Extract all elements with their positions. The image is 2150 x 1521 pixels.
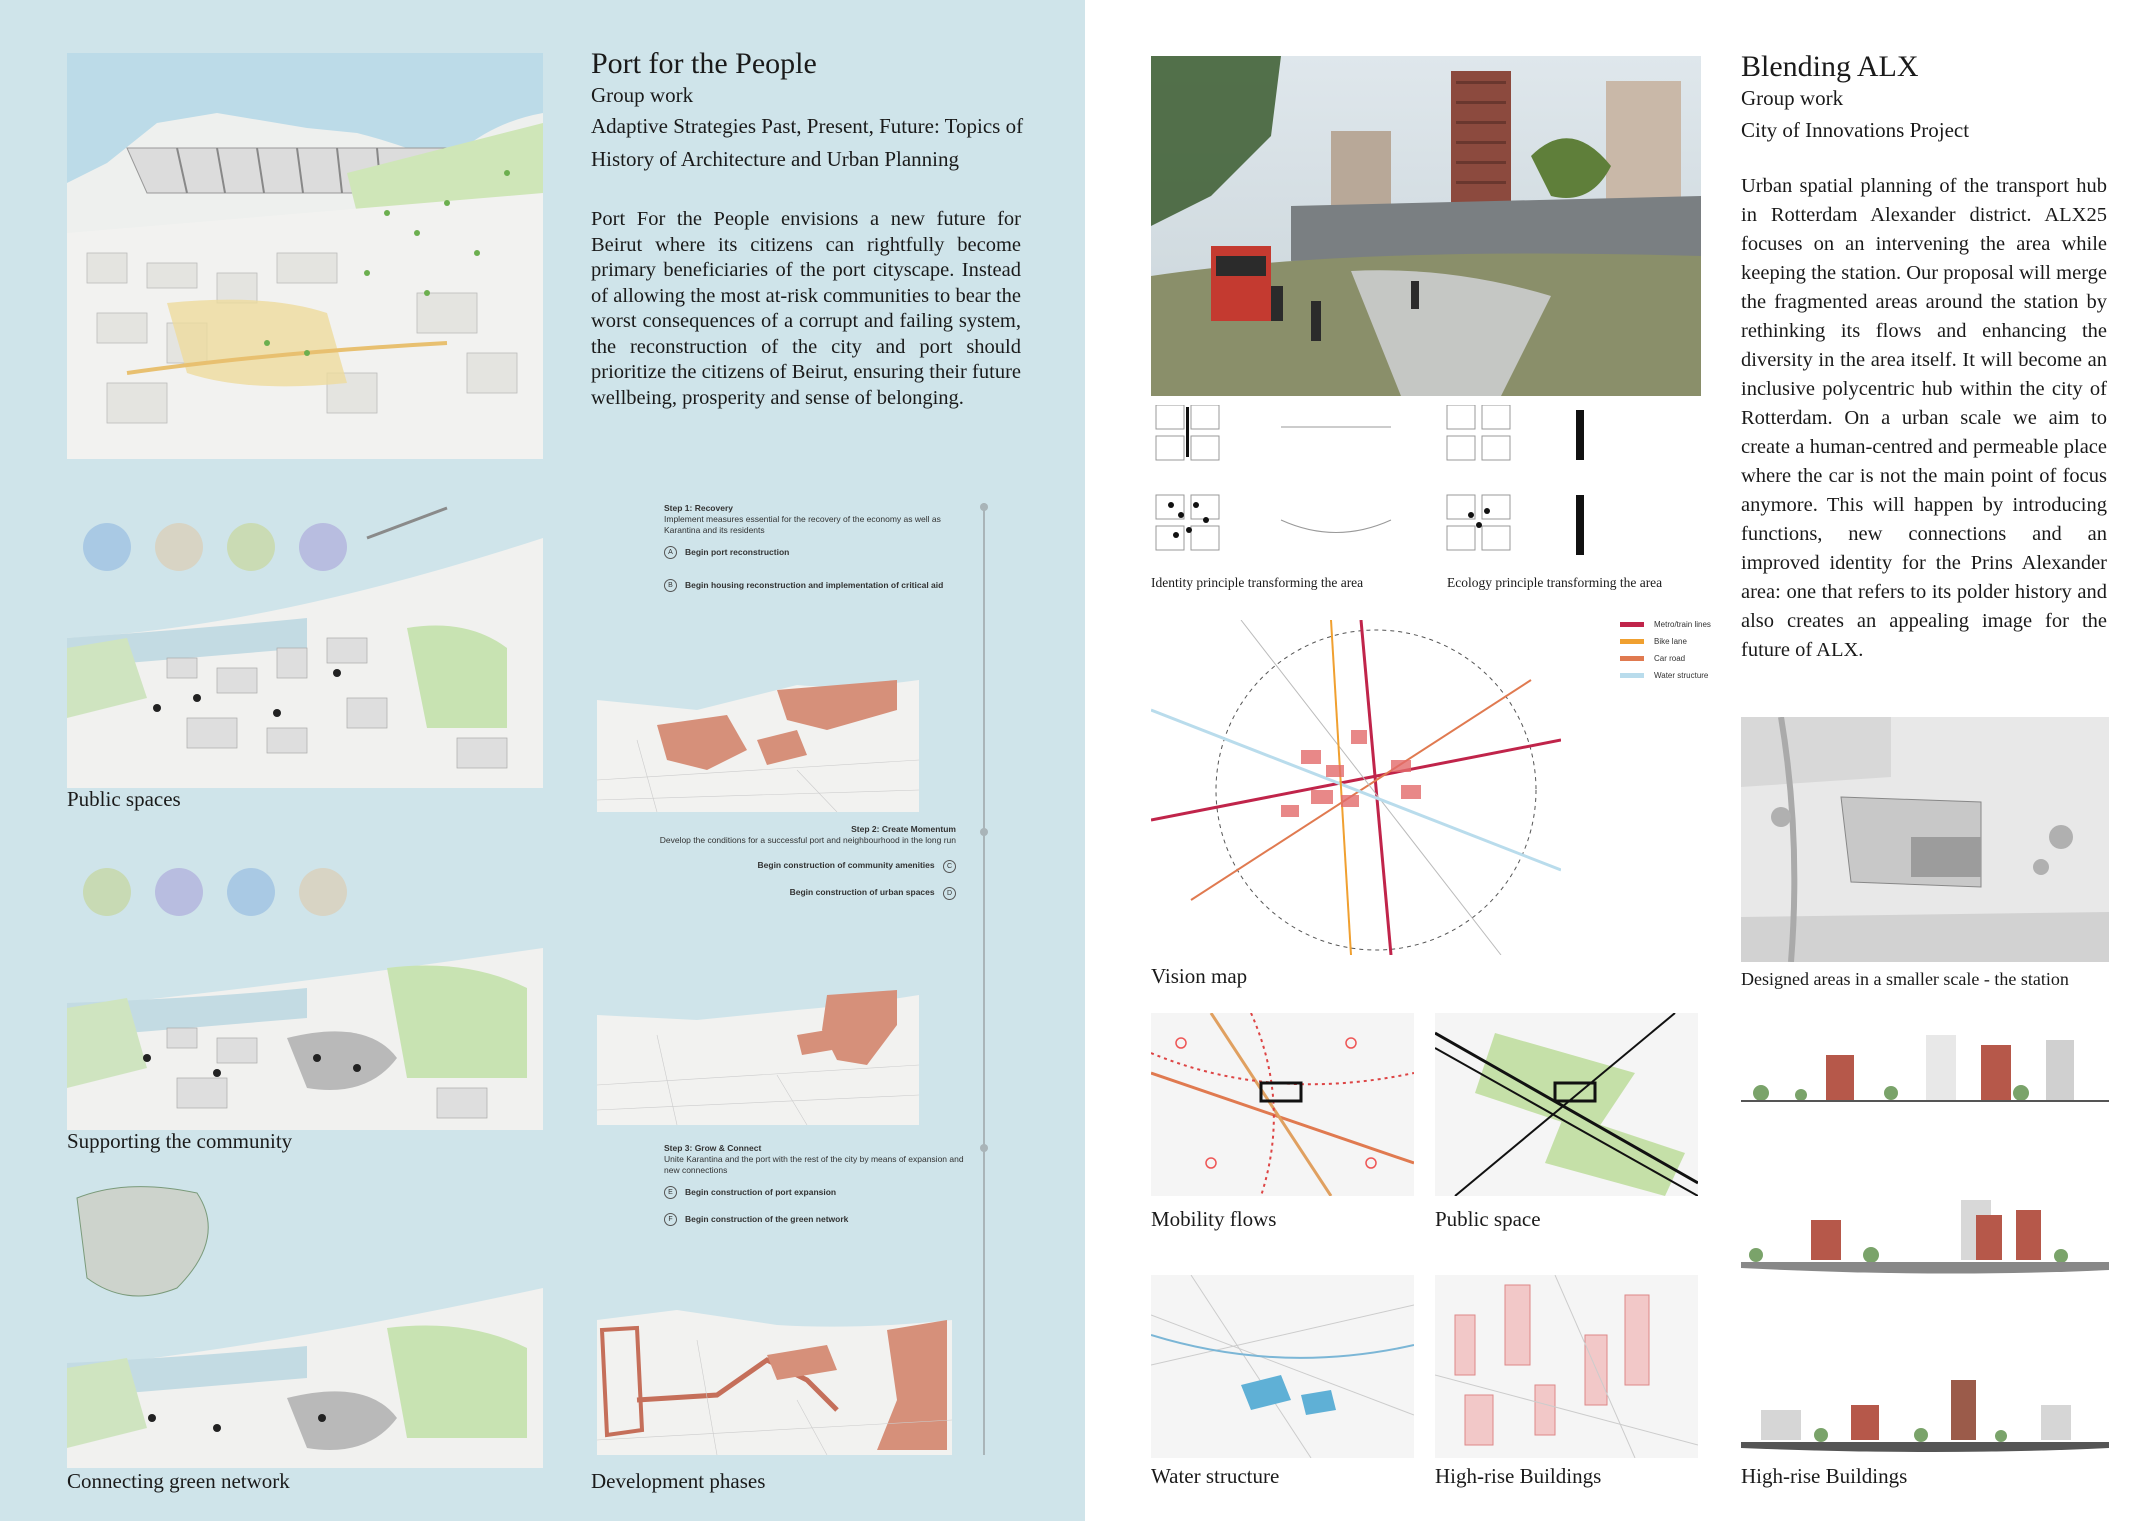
legend-water-swatch bbox=[1620, 673, 1644, 678]
letter-b-marker: B bbox=[664, 579, 677, 592]
public-spaces-map bbox=[67, 498, 543, 788]
caption-vision-map: Vision map bbox=[1151, 964, 1248, 988]
letter-c-marker: C bbox=[943, 860, 956, 873]
section-3 bbox=[1741, 1370, 2109, 1460]
legend-bike-swatch bbox=[1620, 639, 1644, 644]
step3-block bbox=[664, 1143, 964, 1226]
right-title: Blending ALX bbox=[1741, 50, 1919, 83]
caption-development-phases: Development phases bbox=[591, 1469, 766, 1493]
step3-f: Begin construction of the green network bbox=[685, 1214, 849, 1224]
left-title: Port for the People bbox=[591, 47, 817, 80]
station-plan bbox=[1741, 717, 2109, 962]
legend-metro bbox=[1620, 616, 1711, 633]
timeline-line bbox=[983, 503, 985, 1455]
highrise-axonometric bbox=[1435, 1275, 1698, 1458]
caption-mobility-flows: Mobility flows bbox=[1151, 1207, 1277, 1231]
green-network-map bbox=[67, 1178, 543, 1468]
phase2-map bbox=[597, 985, 919, 1125]
section-1 bbox=[1741, 1025, 2109, 1105]
vision-map-legend bbox=[1620, 616, 1711, 684]
step3-desc: Unite Karantina and the port with the rest of the city by means of expansion and new connections bbox=[664, 1154, 964, 1175]
step1-title: Step 1: Recovery bbox=[664, 503, 733, 513]
caption-highrise-buildings-1: High-rise Buildings bbox=[1435, 1464, 1602, 1488]
step1-a: Begin port reconstruction bbox=[685, 547, 790, 557]
station-render-photo bbox=[1151, 56, 1701, 396]
caption-public-space: Public space bbox=[1435, 1207, 1541, 1231]
caption-identity-principle: Identity principle transforming the area bbox=[1151, 575, 1364, 590]
section-2 bbox=[1741, 1190, 2109, 1280]
right-project: City of Innovations Project bbox=[1741, 118, 1970, 142]
step1-desc: Implement measures essential for the recovery of the economy as well as Karantina and its residents bbox=[664, 514, 941, 535]
step2-desc: Develop the conditions for a successful port and neighbourhood in the long run bbox=[659, 835, 956, 845]
step2-block bbox=[620, 824, 956, 900]
step2-c: Begin construction of community amenities bbox=[757, 860, 935, 870]
supporting-community-map bbox=[67, 908, 543, 1130]
mobility-flows-map bbox=[1151, 1013, 1414, 1196]
public-space-map bbox=[1435, 1013, 1698, 1196]
step2-title: Step 2: Create Momentum bbox=[851, 824, 956, 834]
phase3-map bbox=[597, 1300, 952, 1455]
letter-a-marker: A bbox=[664, 546, 677, 559]
caption-water-structure: Water structure bbox=[1151, 1464, 1280, 1488]
step3-e: Begin construction of port expansion bbox=[685, 1187, 837, 1197]
legend-car-label: Car road bbox=[1654, 654, 1686, 663]
phase1-map bbox=[597, 670, 919, 812]
step1-block bbox=[664, 503, 964, 592]
water-structure-map bbox=[1151, 1275, 1414, 1458]
step2-d: Begin construction of urban spaces bbox=[789, 887, 935, 897]
letter-d-marker: D bbox=[943, 887, 956, 900]
legend-metro-swatch bbox=[1620, 622, 1644, 627]
letter-e-marker: E bbox=[664, 1186, 677, 1199]
caption-supporting-community: Supporting the community bbox=[67, 1129, 293, 1153]
caption-highrise-buildings-2: High-rise Buildings bbox=[1741, 1464, 1908, 1488]
timeline-dot-1 bbox=[980, 503, 988, 511]
caption-public-spaces: Public spaces bbox=[67, 787, 181, 811]
letter-f-marker: F bbox=[664, 1213, 677, 1226]
right-page bbox=[1085, 0, 2150, 1521]
legend-bike bbox=[1620, 633, 1711, 650]
right-subtitle: Group work bbox=[1741, 86, 1844, 110]
legend-bike-label: Bike lane bbox=[1654, 637, 1687, 646]
left-subtitle: Group work bbox=[591, 83, 694, 107]
legend-water bbox=[1620, 667, 1711, 684]
timeline-dot-2 bbox=[980, 828, 988, 836]
caption-green-network: Connecting green network bbox=[67, 1469, 290, 1493]
legend-water-label: Water structure bbox=[1654, 671, 1709, 680]
legend-metro-label: Metro/train lines bbox=[1654, 620, 1711, 629]
step3-title: Step 3: Grow & Connect bbox=[664, 1143, 762, 1153]
left-description: Port For the People envisions a new future for Beirut where its citizens can rightfully become primary beneficiaries of the port cityscape. Instead of allowing the most at-risk communities to bear the worst consequences of a corrupt and failing system, the reconstruction of the city and port should prioritize the citizens of Beirut, ensuring their future wellbeing, prosperity and sense of belonging. bbox=[591, 208, 1021, 409]
caption-designed-areas: Designed areas in a smaller scale - the station bbox=[1741, 969, 2069, 989]
principle-diagrams bbox=[1151, 405, 1701, 565]
left-course: Adaptive Strategies Past, Present, Future: Topics of History of Architecture and Urban Planning bbox=[591, 114, 1024, 171]
beirut-aerial-map bbox=[67, 53, 543, 459]
vision-map bbox=[1151, 620, 1561, 955]
step1-b: Begin housing reconstruction and implementation of critical aid bbox=[685, 580, 944, 590]
caption-ecology-principle: Ecology principle transforming the area bbox=[1447, 575, 1663, 590]
legend-car bbox=[1620, 650, 1711, 667]
right-description: Urban spatial planning of the transport hub in Rotterdam Alexander district. ALX25 focuses on an intervening the area while keeping the station. Our proposal will merge the fragmented areas around the station by rethinking its flows and enhancing the diversity in the area itself. It will become an inclusive polycentric hub within the city of Rotterdam. On a urban scale we aim to create a human-centred and permeable place where the car is not the main point of focus anymore. This will happen by introducing functions, new connections and an improved identity for the Prins Alexander area: one that refers to its polder history and also creates an appealing image for the future of ALX. bbox=[1741, 175, 2107, 661]
legend-car-swatch bbox=[1620, 656, 1644, 661]
timeline-dot-3 bbox=[980, 1144, 988, 1152]
